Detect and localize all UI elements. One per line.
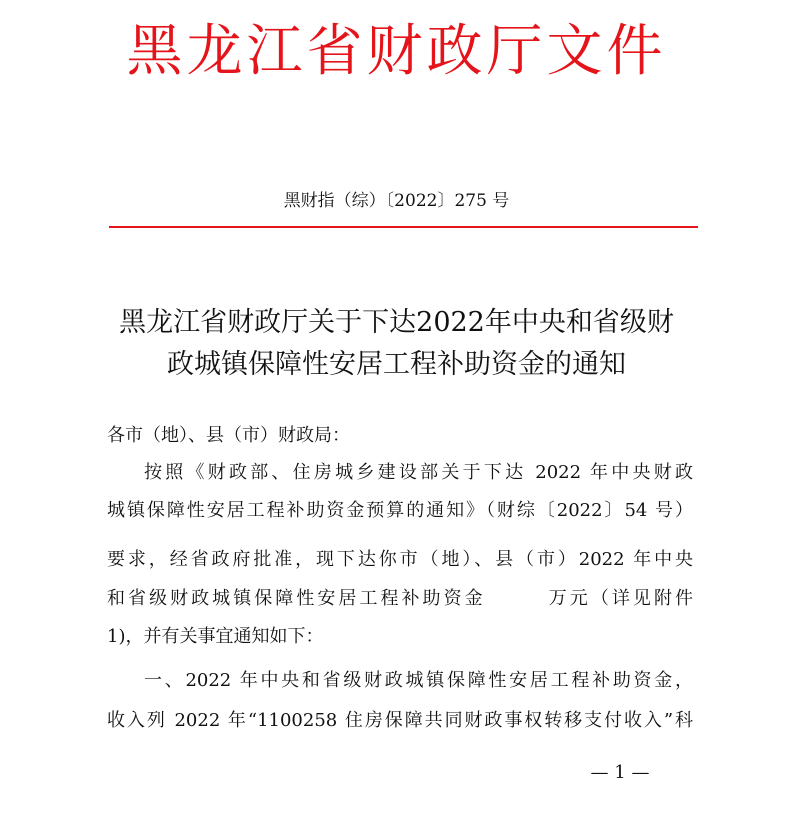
body-paragraph-2-line: 收入列 2022 年“1100258 住房保障共同财政事权转移支付收入”科 (107, 710, 693, 731)
body-paragraph-2-line: 一、2022 年中央和省级财政城镇保障性安居工程补助资金， (144, 670, 693, 691)
document-number: 黑财指（综）〔2022〕275 号 (283, 191, 510, 211)
body-paragraph-1-line: 按照《财政部、住房城乡建设部关于下达 2022 年中央财政 (144, 462, 693, 483)
body-paragraph-1-line: 1)，并有关事宜通知如下： (107, 626, 324, 647)
body-paragraph-1-line: 和省级财政城镇保障性安居工程补助资金 万元（详见附件 (107, 588, 693, 609)
document-masthead: 黑龙江省财政厅文件 (126, 19, 667, 84)
page-number: — 1 — (590, 762, 650, 783)
document-title-line-1: 黑龙江省财政厅关于下达2022年中央和省级财 (119, 307, 674, 338)
addressee: 各市（地）、县（市）财政局： (107, 425, 350, 446)
document-title (80, 302, 713, 386)
body-paragraph-1-line: 要求，经省政府批准，现下达你市（地）、县（市）2022 年中央 (107, 549, 693, 570)
document-title-line-2: 政城镇保障性安居工程补助资金的通知 (167, 349, 626, 380)
red-divider-line (109, 226, 698, 228)
body-paragraph-1-line: 城镇保障性安居工程补助资金预算的通知》（财综〔2022〕54 号） (107, 500, 693, 521)
